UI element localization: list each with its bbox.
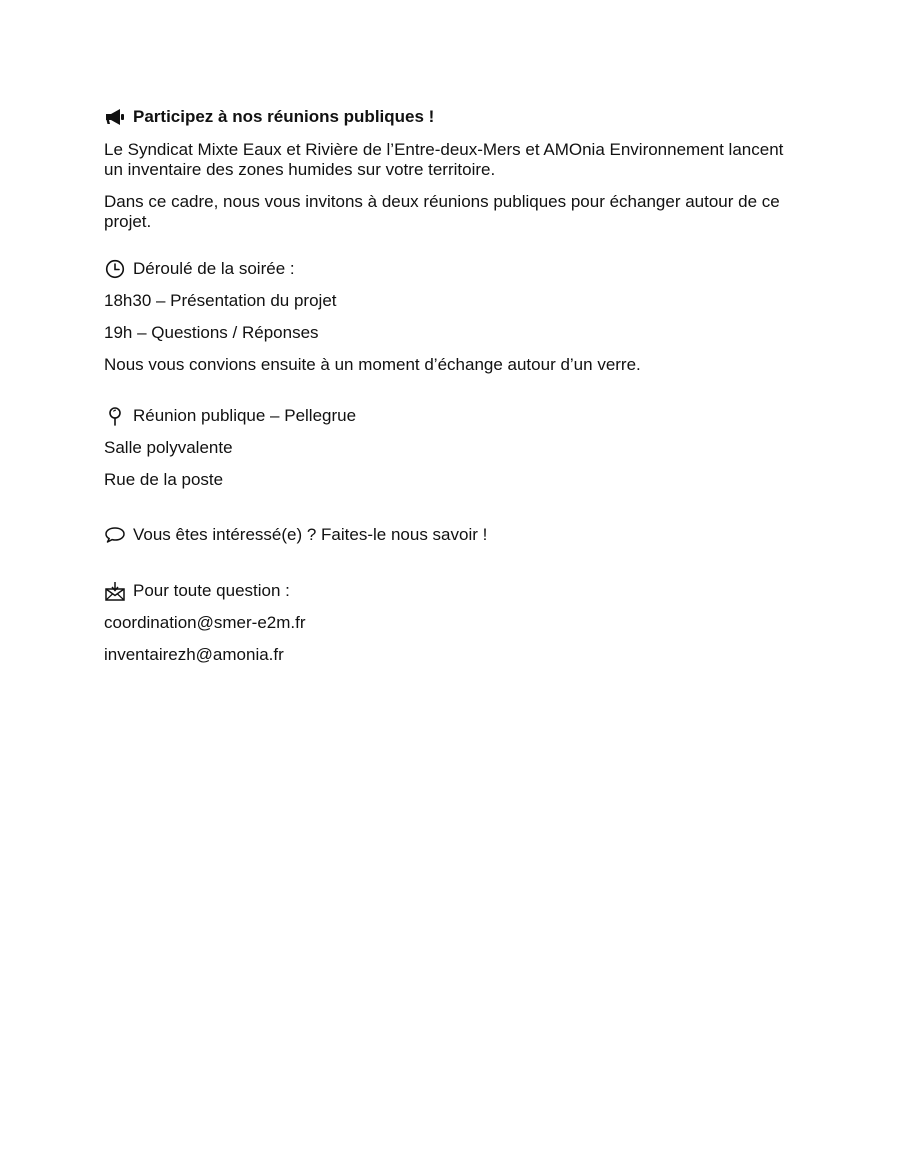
schedule-heading-row	[104, 258, 804, 280]
announcement-title-row	[104, 106, 804, 128]
schedule-closing: Nous vous convions ensuite à un moment d’échange autour d’un verre.	[104, 355, 641, 374]
envelope-icon	[104, 580, 126, 602]
location-venue: Salle polyvalente	[104, 438, 233, 457]
announcement-invitation: Dans ce cadre, nous vous invitons à deux réunions publiques pour échanger autour de ce projet.	[104, 192, 780, 231]
map-pin-icon	[104, 405, 126, 427]
location-street: Rue de la poste	[104, 470, 224, 489]
speech-bubble-icon	[104, 524, 126, 546]
announcement-intro: Le Syndicat Mixte Eaux et Rivière de l’Entre-deux-Mers et AMOnia Environnement lancent un inventaire des zones humides sur votre territoire.	[104, 140, 784, 179]
schedule-item: 19h – Questions / Réponses	[104, 323, 319, 342]
contact-heading: Pour toute question :	[133, 581, 290, 600]
document-page	[104, 106, 804, 665]
schedule-item: 18h30 – Présentation du projet	[104, 291, 337, 310]
announcement-title: Participez à nos réunions publiques !	[133, 107, 435, 126]
contact-email-link[interactable]: inventairezh@amonia.fr	[104, 645, 284, 664]
contact-heading-row	[104, 580, 804, 602]
clock-icon	[104, 258, 126, 280]
schedule-heading: Déroulé de la soirée :	[133, 259, 295, 278]
location-heading-row	[104, 405, 804, 427]
megaphone-icon	[104, 106, 126, 128]
contact-email-link[interactable]: coordination@smer-e2m.fr	[104, 613, 306, 632]
interest-text: Vous êtes intéressé(e) ? Faites-le nous savoir !	[133, 525, 488, 544]
location-heading: Réunion publique – Pellegrue	[133, 406, 357, 425]
interest-row	[104, 524, 804, 546]
